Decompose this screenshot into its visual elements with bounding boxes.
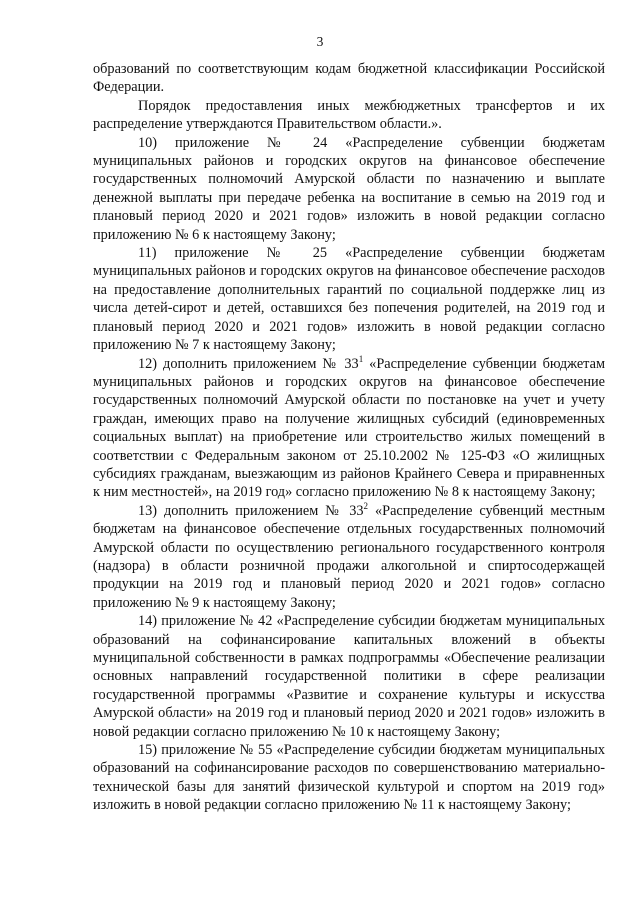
paragraph-item-11: 11) приложение № 25 «Распределение субвенции бюджетам муниципальных районов и городских округов на финансовое обеспечение расходов на предоставление дополнительных гарантий по социальной поддержке лиц из числа детей-сирот и детей, оставшихся без попечения родителей, на 2019 год и плановый период 2020 и 2021 годов» изложить в новой редакции согласно приложению № 7 к настоящему Закону; [93,245,605,354]
item-12-text-before: 12) дополнить приложением № 33 [138,355,359,372]
paragraph-item-12 [93,355,605,502]
paragraph-item-10: 10) приложение № 24 «Распределение субвенции бюджетам муниципальных районов и городских округов на финансовое обеспечение государственных полномочий Амурской области по назначению и выплате денежной выплаты при передаче ребенка на воспитание в семью на 2019 год и плановый период 2020 и 2021 годов» изложить в новой редакции согласно приложению № 6 к настоящему Закону; [93,134,605,243]
paragraph-item-13 [93,502,605,612]
document-body [93,60,605,815]
paragraph-continuation: образований по соответствующим кодам бюджетной классификации Российской Федерации. [93,61,605,96]
page-number: 3 [316,34,324,49]
item-13-superscript: 2 [363,500,369,511]
item-12-text-after: «Распределение субвенции бюджетам муниципальных районов и городских округов на финансовое обеспечение государственных полномочий Амурской области по постановке на учет и учету граждан, имеющих право на получение жилищных субсидий (единовременных социальных выплат) на приобретение или строительство жилых помещений в соответствии с Федеральным законом от 25.10.2002 № 125-ФЗ «О жилищных субсидиях гражданам, выезжающим из районов Крайнего Севера и приравненных к ним местностей», на 2019 год» согласно приложению № 8 к настоящему Закону; [93,355,605,501]
item-12-superscript: 1 [358,353,364,364]
paragraph-procedure: Порядок предоставления иных межбюджетных трансфертов и их распределение утверждаются Правительством области.». [93,97,605,133]
item-13-text-before: 13) дополнить приложением № 33 [138,502,364,519]
paragraph-item-14: 14) приложение № 42 «Распределение субсидии бюджетам муниципальных образований на софинансирование капитальных вложений в объекты муниципальной собственности в рамках подпрограммы «Обеспечение реализации основных направлений государственной политики в сфере реализации государственной программы «Развитие и сохранение культуры и искусства Амурской области» на 2019 год и плановый период 2020 и 2021 годов» изложить в новой редакции согласно приложению № 10 к настоящему Закону; [93,613,605,740]
item-13-text-after: «Распределение субвенций местным бюджетам на финансовое обеспечение отдельных государственных полномочий Амурской области по осуществлению регионального государственного контроля (надзора) в области розничной продажи алкогольной и спиртосодержащей продукции на 2019 год и плановый период 2020 и 2021 годов» согласно приложению № 9 к настоящему Закону; [93,502,606,611]
paragraph-item-15: 15) приложение № 55 «Распределение субсидии бюджетам муниципальных образований на софинансирование расходов по совершенствованию материально-технической базы для занятий физической культурой и спортом на 2019 год» изложить в новой редакции согласно приложению № 11 к настоящему Закону; [93,742,605,814]
